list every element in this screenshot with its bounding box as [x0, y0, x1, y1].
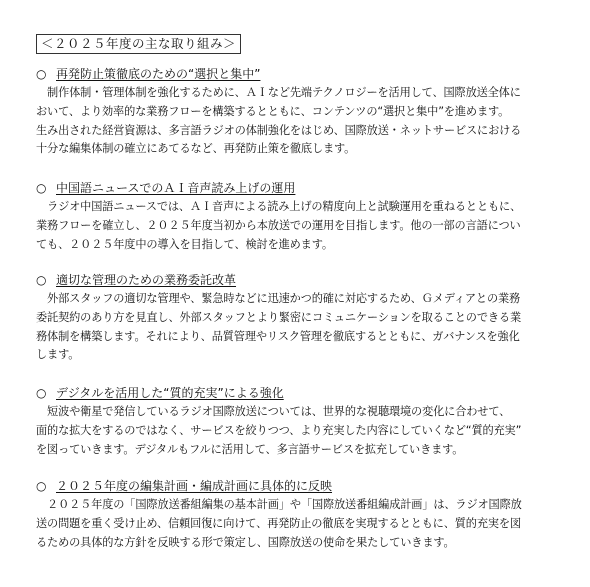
- body-line: 面的な拡大をするのではなく、サービスを絞りつつ、より充実した内容にしていくなど“質的充実”: [36, 423, 522, 437]
- bullet-circle: ○: [36, 386, 47, 400]
- body-line: 生み出された経営資源は、多言語ラジオの体制強化をはじめ、国際放送・ネットサービスにおける: [36, 123, 522, 137]
- bullet-circle: ○: [36, 181, 47, 195]
- section-digital-enhancement: [36, 385, 556, 459]
- bullet-circle: ○: [36, 479, 47, 493]
- body-line: 外部スタッフの適切な管理や、緊急時などに迅速かつ的確に対応するため、Ｇメディアとの業務: [36, 292, 521, 305]
- section-outsourcing-reform: [36, 272, 556, 365]
- section-body: [36, 496, 556, 552]
- body-line: 制作体制・管理体制を強化するために、ＡＩなど先端テクノロジーを活用して、国際放送全体に: [36, 86, 521, 99]
- body-line: 短波や衛星で発信しているラジオ国際放送については、世界的な視聴環境の変化に合わせて、: [36, 405, 511, 418]
- section-body: [36, 198, 556, 254]
- body-line: します。: [36, 348, 80, 362]
- section-chinese-ai-voice: [36, 180, 556, 254]
- section-heading-text: 中国語ニュースでのＡＩ音声読み上げの運用: [56, 181, 296, 195]
- body-line: 委託契約のあり方を見直し、外部スタッフとより緊密にコミュニケーションを取ることのできる業: [36, 310, 521, 324]
- section-heading: [36, 385, 556, 401]
- bullet-circle: ○: [36, 273, 47, 287]
- section-heading: [36, 272, 556, 288]
- section-body: [36, 290, 556, 365]
- body-line: 業務フローを確立し、２０２５年度当初から本放送での運用を目指します。他の一部の言語につい: [36, 218, 521, 232]
- body-line: 送の問題を重く受け止め、信頼回復に向けて、再発防止の徹底を実現するとともに、質的充実を図: [36, 516, 521, 530]
- body-line: ２０２５年度の「国際放送番組編集の基本計画」や「国際放送番組編成計画」は、ラジオ国際放: [36, 498, 522, 511]
- body-line: を図っていきます。デジタルもフルに活用して、多言語サービスを拡充していきます。: [36, 442, 464, 456]
- body-line: ても、２０２５年度中の導入を目指して、検討を進めます。: [36, 237, 333, 251]
- section-recurrence-prevention: [36, 66, 556, 159]
- bullet-circle: ○: [36, 67, 47, 81]
- section-heading-text: 適切な管理のための業務委託改革: [56, 273, 237, 287]
- body-line: るための具体的な方針を反映する形で策定し、国際放送の使命を果たしていきます。: [36, 535, 455, 549]
- section-2025-plan: [36, 478, 556, 552]
- section-heading: [36, 478, 556, 494]
- section-heading: [36, 66, 556, 82]
- section-heading-text: デジタルを活用した“質的充実”による強化: [56, 386, 284, 400]
- body-line: 十分な編集体制の確立にあてるなど、再発防止策を徹底します。: [36, 142, 356, 156]
- document-title: ＜２０２５年度の主な取り組み＞: [36, 34, 241, 54]
- section-heading-text: 再発防止策徹底のための“選択と集中”: [56, 67, 261, 81]
- body-line: 務体制を構築します。それにより、品質管理やリスク管理を徹底するとともに、ガバナンスを強化: [36, 329, 520, 343]
- body-line: おいて、より効率的な業務フローを構築するとともに、コンテンツの“選択と集中”を進めます。: [36, 104, 510, 118]
- body-line: ラジオ中国語ニュースでは、ＡＩ音声による読み上げの精度向上と試験運用を重ねるとともに、: [36, 200, 522, 213]
- section-heading-text: ２０２５年度の編集計画・編成計画に具体的に反映: [56, 479, 333, 493]
- section-body: [36, 403, 556, 459]
- section-heading: [36, 180, 556, 196]
- section-body: [36, 84, 556, 159]
